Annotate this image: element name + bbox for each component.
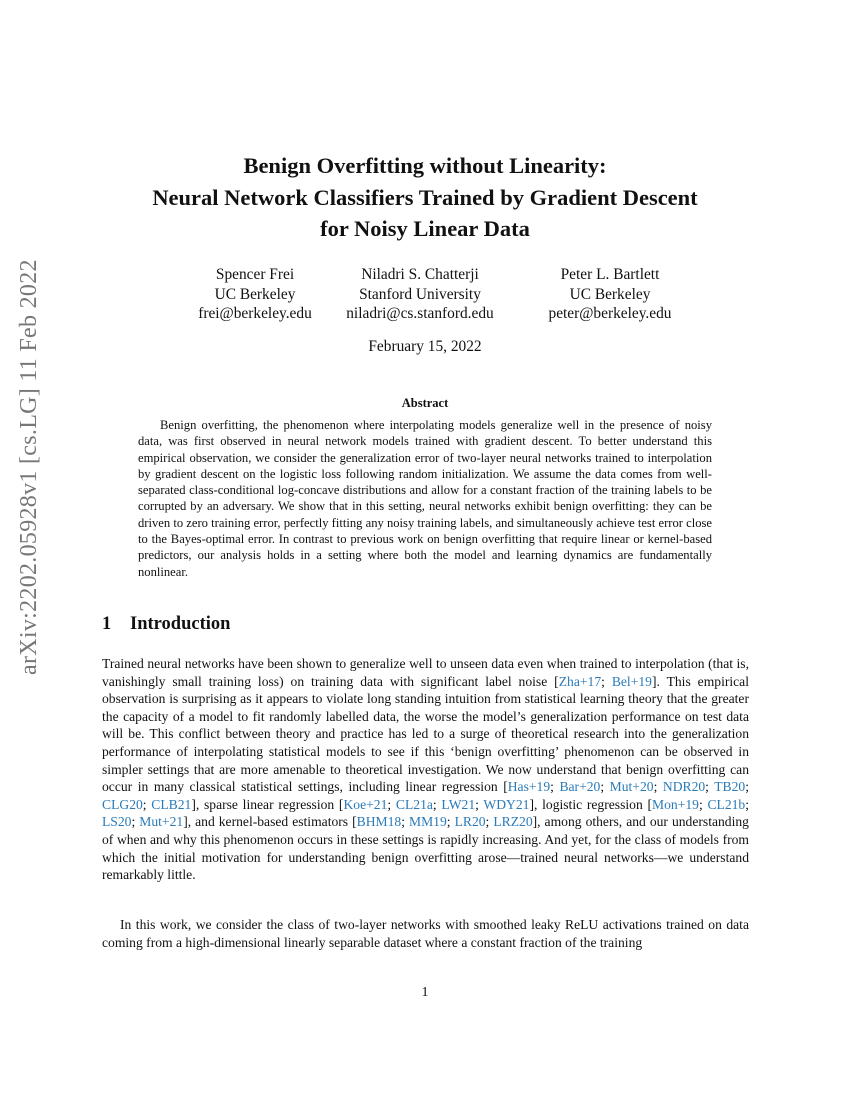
citation-link[interactable]: LR20 [454,814,486,830]
citation-link[interactable]: CLG20 [102,796,143,812]
citation-link[interactable]: Bar+20 [559,779,601,795]
citation-link[interactable]: BHM18 [356,814,402,830]
citation-separator: ; [745,779,749,795]
title-line-2: Neural Network Classifiers Trained by Gradient Descent [152,184,698,210]
citation-separator: ; [485,814,494,830]
page-number: 1 [421,985,429,1000]
intro-text: ]. This empirical observation is surprising as it appears to violate long standing intuition from statistical learning theory that the greater the capacity of a model to fit randomly labelled data, the worse the model’s generalization performance on test data will be. This conflict between theory and practice has led to a surge of theoretical research into the generalization performance of interpolating statistical models to see if this ‘benign overfitting’ phenomenon can be observed in simpler settings that are more amenable to theoretical investigation. We now understand that benign overfitting can occur in many classical statistical settings, including linear regression [ [102,673,749,795]
citation-link[interactable]: CLB21 [151,796,192,812]
citation-separator: ; [653,779,663,795]
citation-separator: ; [142,796,152,812]
citation-separator: ; [705,779,715,795]
author-email: peter@berkeley.edu [548,305,672,322]
citation-link[interactable]: LS20 [102,814,132,830]
intro-paragraph-1 [102,655,749,884]
citation-separator: ; [446,814,455,830]
intro-text: ], logistic regression [ [529,796,652,812]
arxiv-sidebar [16,259,56,715]
citation-link[interactable]: WDY21 [483,796,530,812]
citation-separator: ; [475,796,484,812]
citation-link[interactable]: CL21a [395,796,433,812]
intro-text: ], among others, and our understanding of when and why this phenomenon occurs in these settings is rapidly increasing. And yet, for the class of models from which the initial motivation for understanding benign overfitting arose—trained neural networks—we understand remarkably little. [102,814,749,883]
citation-link[interactable]: LRZ20 [493,814,533,830]
citation-link[interactable]: CL21b [707,796,746,812]
citation-link[interactable]: TB20 [714,779,746,795]
intro-paragraph-2: In this work, we consider the class of two-layer networks with smoothed leaky ReLU activations trained on data coming from a high-dimensional linearly separable dataset where a constant fraction of the training [102,917,749,950]
title-line-3: for Noisy Linear Data [320,216,530,241]
abstract-heading: Abstract [401,396,449,410]
citation-link[interactable]: Mut+21 [139,814,184,830]
paper-date: February 15, 2022 [368,338,482,355]
author-email: frei@berkeley.edu [198,305,312,322]
citation-link[interactable]: LW21 [441,796,476,812]
abstract-text: Benign overfitting, the phenomenon where interpolating models generalize well in the presence of noisy data, was first observed in neural network models trained with gradient descent. To better understand this empirical observation, we consider the generalization error of two-layer neural networks trained to interpolation by gradient descent on the logistic loss following random initialization. We assume the data comes from well-separated class-conditional log-concave distributions and allow for a constant fraction of the training labels to be corrupted by an adversary. We show that in this setting, neural networks exhibit benign overfitting: they can be driven to zero training error, perfectly fitting any noisy training labels, and simultaneously achieve test error close to the Bayes-optimal error. In contrast to previous work on benign overfitting that require linear or kernel-based predictors, our analysis holds in a setting where both the model and learning dynamics are fundamentally nonlinear. [138,418,712,579]
section-heading [102,614,230,635]
intro-text: Trained neural networks have been shown to generalize well to unseen data even when trained to interpolation (that is, vanishingly small training loss) on training data with significant label noise [ [102,656,749,689]
citation-separator: ; [698,796,708,812]
intro-text: ], sparse linear regression [ [191,796,344,812]
author-name: Niladri S. Chatterji [361,266,479,283]
section-number: 1 [102,614,112,634]
citation-link[interactable]: MM19 [409,814,447,830]
paper-title [0,150,850,245]
author-block-2 [315,265,525,324]
citation-link[interactable]: Bel+19 [611,673,652,689]
citation-separator: ; [401,814,409,830]
citation-link[interactable]: Zha+17 [558,673,602,689]
author-name: Peter L. Bartlett [560,266,660,283]
citation-link[interactable]: Mon+19 [652,796,699,812]
citation-link[interactable]: Koe+21 [343,796,388,812]
citation-separator: ; [432,796,442,812]
section-title: Introduction [130,614,231,634]
arxiv-id: arXiv:2202.05928v1 [cs.LG] 11 Feb 2022 [16,259,42,675]
author-affiliation: Stanford University [359,285,481,303]
citation-link[interactable]: Mut+20 [609,779,654,795]
author-block-3 [510,265,710,324]
author-name: Spencer Frei [215,266,295,283]
author-affiliation: UC Berkeley [569,285,651,303]
citation-separator: ; [131,814,140,830]
citation-separator: ; [550,779,560,795]
citation-separator: ; [601,673,612,689]
author-email: niladri@cs.stanford.edu [346,305,494,322]
citation-link[interactable]: Has+19 [507,779,551,795]
intro-text: ], and kernel-based estimators [ [183,814,357,830]
author-affiliation: UC Berkeley [214,285,296,303]
title-line-1: Benign Overfitting without Linearity: [243,153,607,178]
citation-separator: ; [387,796,396,812]
citation-separator: ; [745,796,750,812]
citation-link[interactable]: NDR20 [662,779,706,795]
citation-separator: ; [600,779,610,795]
